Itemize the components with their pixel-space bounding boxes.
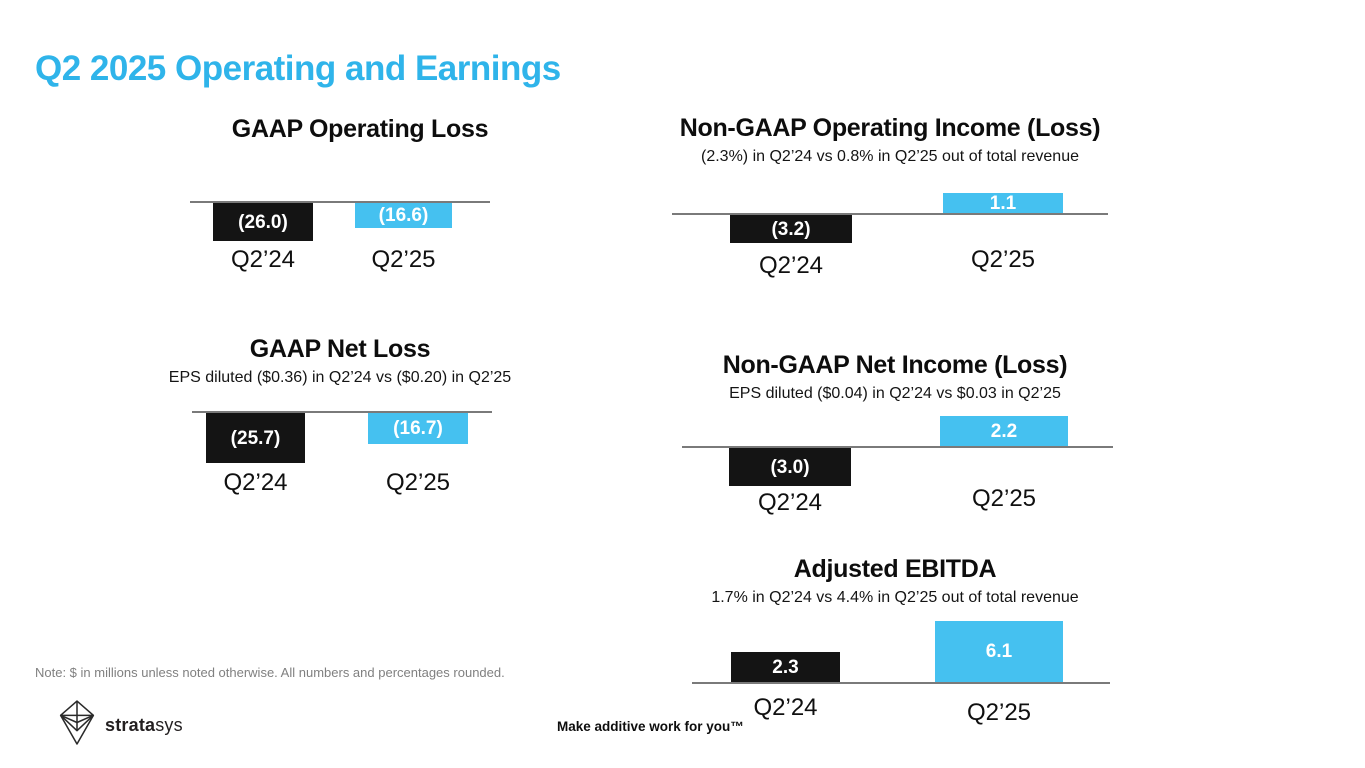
category-label: Q2’25 [385,469,451,496]
bar-value-label: (3.0) [770,456,810,478]
axis-line [692,682,1110,684]
plot-area [130,336,550,511]
bar-value-label: (25.7) [230,427,281,449]
chart-subtitle: (2.3%) in Q2’24 vs 0.8% in Q2’25 out of total revenue [701,147,1079,165]
category-label: Q2’25 [971,485,1037,512]
chart-title: Adjusted EBITDA [793,555,997,583]
footnote: Note: $ in millions unless noted otherwise. All numbers and percentages rounded. [35,665,505,680]
bar-value-label: (16.7) [393,418,443,439]
logo-text-light: sys [155,714,183,735]
tagline: Make additive work for you™ [557,719,744,734]
chart-title: GAAP Net Loss [249,335,431,363]
bar-value-label: 2.3 [772,656,799,678]
chart-subtitle: 1.7% in Q2’24 vs 4.4% in Q2’25 out of total revenue [711,588,1079,606]
bar-q2-25 [940,416,1068,446]
bar-q2-25 [935,621,1063,682]
logo-text-bold: strata [105,714,156,735]
bar-q2-25 [368,413,468,444]
chart-title: Non-GAAP Operating Income (Loss) [679,114,1101,142]
chart-subtitle: EPS diluted ($0.04) in Q2’24 vs $0.03 in Q2’25 [729,384,1061,402]
bar-value-label: (26.0) [238,211,288,233]
plot-area [650,352,1140,527]
category-label: Q2’25 [966,699,1032,726]
bar-q2-24 [731,652,840,682]
chart-gaap-net-loss [130,336,550,511]
category-label: Q2’24 [758,252,824,279]
bar-value-label: (3.2) [771,218,811,240]
category-label: Q2’25 [371,246,436,273]
category-label: Q2’24 [753,694,818,721]
bar-q2-24 [206,413,305,463]
chart-title: GAAP Operating Loss [231,115,489,143]
category-label: Q2’25 [970,246,1036,273]
bar-value-label: (16.6) [378,205,429,226]
chart-title: Non-GAAP Net Income (Loss) [722,351,1068,379]
category-label: Q2’24 [230,246,296,273]
plot-area [170,116,550,291]
bar-q2-24 [213,203,313,241]
chart-non-gaap-operating-income [650,115,1130,290]
stratasys-logo-text [105,715,183,736]
chart-gaap-operating-loss [170,116,550,291]
chart-subtitle: EPS diluted ($0.36) in Q2’24 vs ($0.20) in Q2’25 [168,368,512,386]
plot-area [650,115,1130,290]
category-label: Q2’24 [757,489,823,516]
bar-q2-25 [355,203,452,228]
category-label: Q2’24 [223,469,288,496]
page-title: Q2 2025 Operating and Earnings [35,49,561,88]
bar-value-label: 2.2 [990,420,1018,442]
stratasys-logo [58,700,183,750]
bar-q2-24 [729,448,851,486]
bar-value-label: 1.1 [989,192,1017,214]
bar-q2-25 [943,193,1063,213]
stratasys-logo-icon [58,700,96,750]
chart-non-gaap-net-income [650,352,1140,527]
bar-q2-24 [730,215,852,243]
bar-value-label: 6.1 [985,641,1013,662]
